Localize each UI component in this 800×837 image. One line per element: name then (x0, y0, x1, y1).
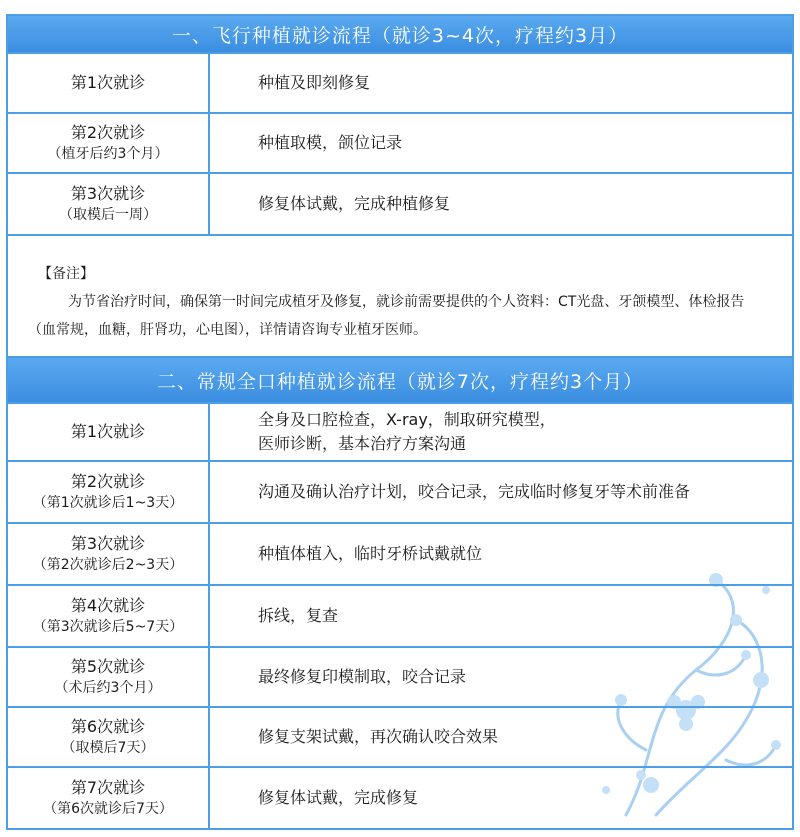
table-row (8, 648, 792, 708)
visit-label: 第1次就诊 (70, 73, 146, 92)
visit-description-line2: 医师诊断，基本治疗方案沟通 (258, 434, 467, 453)
visit-timing: （第1次就诊后1~3天） (32, 495, 184, 511)
description-cell (210, 54, 792, 112)
visit-timing: （第6次就诊后7天） (43, 801, 173, 817)
section2-title (8, 358, 792, 404)
table-row (8, 174, 792, 236)
visit-description: 全身及口腔检查，X-ray，制取研究模型， (258, 410, 556, 429)
description-cell (210, 114, 792, 172)
visit-description: 种植取模，颌位记录 (258, 133, 403, 152)
visit-timing: （第2次就诊后2~3天） (32, 557, 184, 573)
description-cell (210, 462, 792, 522)
visit-timing: （植牙后约3个月） (47, 146, 169, 162)
treatment-schedule-table (6, 14, 794, 830)
table-row (8, 462, 792, 524)
description-cell (210, 404, 792, 460)
table-row (8, 586, 792, 648)
visit-cell (8, 708, 210, 766)
description-cell (210, 708, 792, 766)
section1-title-text: 一、飞行种植就诊流程（就诊3~4次，疗程约3月） (171, 24, 629, 47)
visit-timing: （取模后7天） (61, 740, 155, 756)
visit-cell (8, 114, 210, 172)
visit-timing: （第3次就诊后5~7天） (32, 619, 184, 635)
section1-title (8, 16, 792, 54)
visit-cell (8, 524, 210, 584)
visit-label: 第3次就诊 (70, 184, 146, 203)
visit-timing: （取模后一周） (59, 207, 157, 223)
visit-cell (8, 586, 210, 646)
table-row (8, 404, 792, 462)
description-cell (210, 524, 792, 584)
remark-title: 【备注】 (38, 266, 94, 282)
table-row (8, 114, 792, 174)
table-row (8, 54, 792, 114)
visit-label: 第5次就诊 (70, 657, 146, 676)
description-cell (210, 648, 792, 706)
visit-label: 第6次就诊 (70, 717, 146, 736)
visit-cell (8, 462, 210, 522)
visit-label: 第2次就诊 (70, 123, 146, 142)
visit-description: 修复体试戴，完成修复 (258, 788, 419, 807)
visit-description: 种植及即刻修复 (258, 73, 371, 92)
visit-description: 拆线，复查 (258, 606, 339, 625)
description-cell (210, 174, 792, 234)
visit-label: 第4次就诊 (70, 596, 146, 615)
remark-block (8, 236, 792, 358)
visit-label: 第2次就诊 (70, 472, 146, 491)
description-cell (210, 768, 792, 828)
visit-cell (8, 404, 210, 460)
visit-cell (8, 768, 210, 828)
visit-cell (8, 54, 210, 112)
visit-cell (8, 174, 210, 234)
visit-description: 最终修复印模制取，咬合记录 (258, 667, 467, 686)
remark-body: 为节省治疗时间，确保第一时间完成植牙及修复，就诊前需要提供的个人资料：CT光盘、牙颌模型、体检报告（血常规，血糖，肝肾功，心电图），详情请咨询专业植牙医师。 (28, 294, 745, 338)
visit-label: 第3次就诊 (70, 534, 146, 553)
table-row (8, 768, 792, 828)
description-cell (210, 586, 792, 646)
section2-title-text: 二、常规全口种植就诊流程（就诊7次，疗程约3个月） (156, 370, 644, 393)
table-row (8, 708, 792, 768)
visit-label: 第1次就诊 (70, 422, 146, 441)
table-row (8, 524, 792, 586)
visit-description: 修复支架试戴，再次确认咬合效果 (258, 727, 499, 746)
visit-timing: （术后约3个月） (54, 680, 162, 696)
visit-cell (8, 648, 210, 706)
visit-label: 第7次就诊 (70, 778, 146, 797)
visit-description: 种植体植入，临时牙桥试戴就位 (258, 544, 483, 563)
visit-description: 修复体试戴，完成种植修复 (258, 194, 451, 213)
visit-description: 沟通及确认治疗计划，咬合记录，完成临时修复牙等术前准备 (258, 482, 691, 501)
